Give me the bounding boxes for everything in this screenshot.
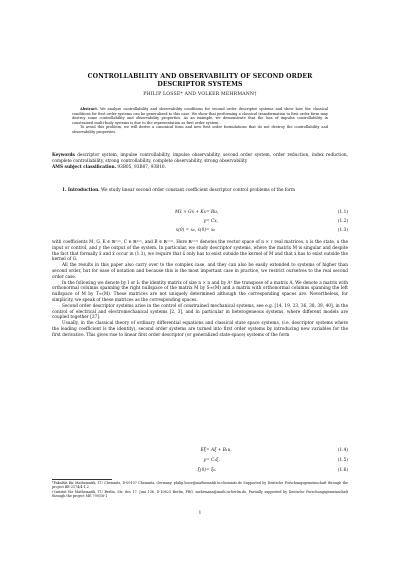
- paper-title: [60, 73, 340, 89]
- keywords: [52, 153, 348, 165]
- ams-label: AMS subject classification.: [52, 164, 117, 170]
- eq6-number: (1.6): [337, 468, 348, 473]
- intro-text-1: We study linear second order constant coefficient descriptor control problems of the form: [101, 188, 296, 193]
- abstract: [72, 107, 328, 134]
- intro-paragraph-5: Second order descriptor systems arise in the control of constrained mechanical systems, see e.g. [14, 19, 23, 36, 38, 39, 40], in the control of electrical and electromechanical systems [2, 3], and in particular in heterogeneous systems, where different models are coupled together [37].: [52, 303, 348, 321]
- eq5-rhs: = C₁ξ,: [206, 458, 220, 463]
- footnote-2: †Institut für Mathematik, TU Berlin, Str. des 17. Juni 136, D-10623 Berlin, FRG. mehrmann@math.tu-berlin.de. Partially supported by Deutsche Forschungsgemeinschaft through the project ME 790/16-1: [52, 490, 348, 499]
- equation-1-5: [52, 458, 348, 464]
- intro-paragraph-3: All the results in this paper also carry over to the complex case, and they can also be easily extended to systems of higher than second order, but for ease of notation and because this is the most important case in practice, we restrict ourselves to the real second order case.: [52, 263, 348, 280]
- keywords-label: Keywords: [52, 153, 75, 158]
- keywords-text: descriptor system, impulse controllability, impulse observability, second order system, order reduction, index reduction, complete controllability, strong controllability, complete observability, strong observability: [52, 153, 349, 164]
- ams-text: 93B05, 93B07, 93B10.: [117, 164, 166, 170]
- equation-1-2: [52, 219, 348, 225]
- equation-1-1: [52, 210, 348, 216]
- eq2-rhs: = Cx,: [206, 219, 219, 224]
- eq6-rhs: = ξ₀.: [206, 468, 217, 473]
- keywords-block: [52, 153, 348, 170]
- footnote-1: *Fakultät für Mathematik, TU Chemnitz, D-09107 Chemnitz, Germany. philip.losse@mathematik.tu-chemnitz.de Supported by Deutsche Forschungsgemeinschaft through the project BE-2174/4-1,2: [52, 481, 348, 490]
- footnotes: [52, 481, 348, 499]
- intro-paragraph-4: In the following we denote by I or Iₙ the identity matrix of size n × n and by Aᵀ the transpose of a matrix A. We denote a matrix with orthonormal columns spanning the right nullspace of the matrix M by S∞(M) and a matrix with orthonormal columns spanning the left nullspace of M by T∞(M). These matrices are not uniquely determined although the corresponding spaces are. Nevertheless, for simplicity, we speak of these matrices as the corresponding spaces.: [52, 280, 348, 303]
- intro-start: [52, 188, 348, 194]
- eq1-lhs: Mẍ + Gẋ + Kx: [175, 210, 206, 215]
- eq5-number: (1.5): [337, 458, 348, 463]
- eq2-number: (1.2): [337, 219, 348, 224]
- abstract-text-2: To avoid this problem, we will derive a canonical form and new first order formulations that do not destroy the controllability and observability properties.: [72, 125, 328, 134]
- eq3-lhs: x(0) = x₀, ẋ(0): [175, 228, 206, 233]
- abstract-text: We analyze controllability and observability conditions for second order descriptor systems and show how the classical conditions for first order systems can be generalized to this case. We show that performing a classical transformation to first order form may destroy some controllability and observability properties. As an example, we demonstrate that the loss of impulse controllability in constrained multi-body systems is due to the representation as first order system.: [72, 107, 328, 125]
- footnote-divider: [52, 479, 112, 480]
- abstract-paragraph: [72, 107, 328, 125]
- equation-1-4: [52, 448, 348, 454]
- eq4-lhs: Eξ̇: [200, 448, 206, 453]
- eq2-lhs: y: [203, 219, 206, 224]
- eq1-number: (1.1): [337, 210, 348, 215]
- authors: PHILIP LOSSE* AND VOLKER MEHRMANN†: [143, 92, 257, 97]
- eq3-rhs: = ẋ₀: [206, 228, 216, 233]
- eq1-rhs: = Bu,: [206, 210, 219, 215]
- intro-body: [52, 240, 348, 339]
- eq6-lhs: ξ(0): [197, 468, 206, 473]
- abstract-label: Abstract.: [80, 107, 99, 111]
- equation-1-6: [52, 468, 348, 474]
- title-line-1: CONTROLLABILITY AND OBSERVABILITY OF SECOND ORDER: [87, 73, 313, 80]
- section-heading: 1. Introduction.: [62, 188, 100, 193]
- intro-paragraph-1: [52, 188, 348, 194]
- title-line-2: DESCRIPTOR SYSTEMS: [157, 81, 243, 88]
- ams-classification: [52, 165, 348, 171]
- page-number: 1: [198, 510, 202, 515]
- eq3-number: (1.3): [337, 228, 348, 233]
- eq4-rhs: = Aξ + B₁u,: [206, 448, 232, 453]
- intro-paragraph-6: Usually, in the classical theory of ordinary differential equations and classical state space systems, (i.e. descriptor systems where the leading coefficient is the identity), second order systems are turned into first order systems by introducing new variables for the first derivative. This gives rise to linear first order descriptor (or generalized state-space) systems of the form: [52, 321, 348, 338]
- equation-1-3: [52, 228, 348, 234]
- intro-paragraph-2: with coefficients M, G, K ∈ ℝⁿˣⁿ, C ∈ ℝᵖˣⁿ, and B ∈ ℝⁿˣᵐ. Here ℝⁿˣᵐ denotes the vector space of n × ℓ real matrices, x is the state, u the input or control, and y the output of the system. In particular, we study descriptor systems, where the matrix M is singular and despite the fact that formally ẍ and ẋ occur in (1.1), we require that ẍ only has to exist outside the kernel of M and that ẋ has to exist outside the kernel of G.: [52, 240, 348, 263]
- eq5-lhs: y: [203, 458, 206, 463]
- eq4-number: (1.4): [337, 448, 348, 453]
